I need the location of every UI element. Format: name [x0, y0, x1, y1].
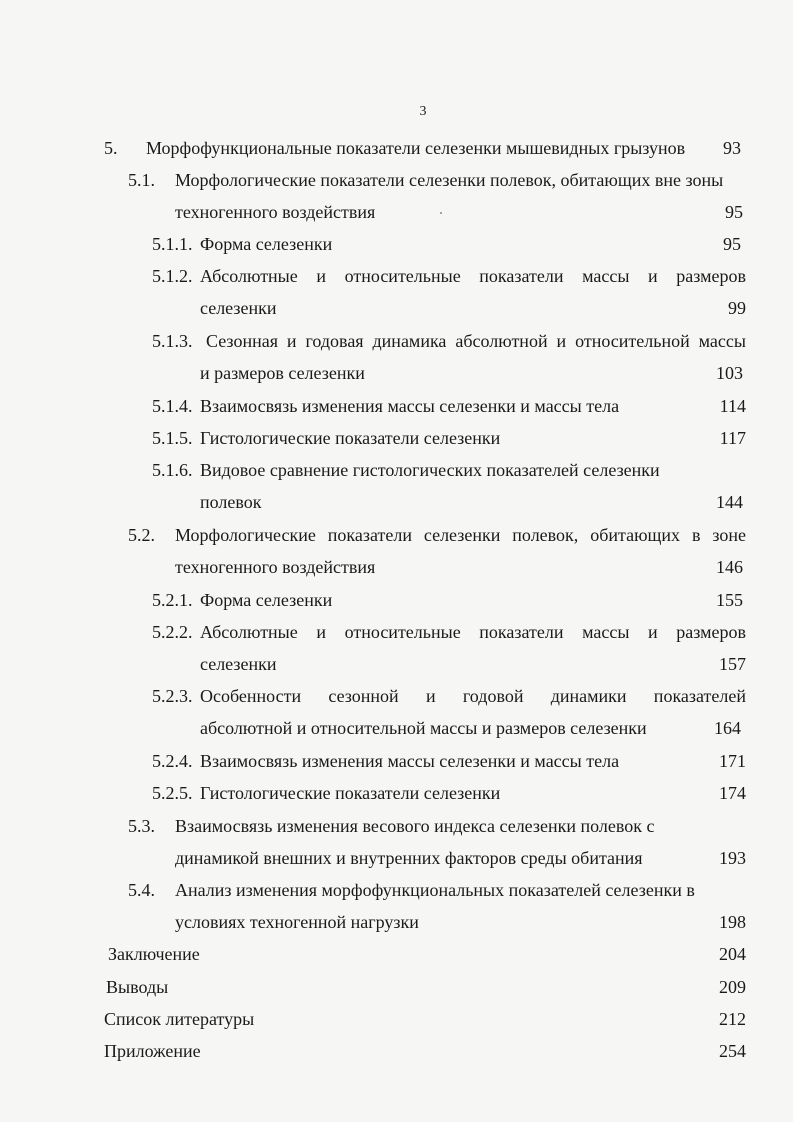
toc-entry-title[interactable]: динамикой внешних и внутренних факторов среды обитания — [175, 848, 643, 868]
toc-entry-page[interactable]: 155 — [716, 590, 743, 610]
toc-entry-page[interactable]: 254 — [719, 1041, 746, 1061]
toc-entry-number: 5.2.5. — [152, 783, 193, 803]
toc-entry-title[interactable]: техногенного воздействия — [175, 557, 376, 577]
page-number: 3 — [419, 104, 427, 119]
toc-entry-title[interactable]: Морфофункциональные показатели селезенки мышевидных грызунов — [146, 138, 686, 158]
toc-entry-page[interactable]: 144 — [716, 492, 743, 512]
toc-entry-title[interactable]: Анализ изменения морфофункциональных показателей селезенки в — [175, 880, 695, 900]
toc-entry-number: 5.1. — [128, 170, 155, 190]
toc-entry-title[interactable]: Морфологические показатели селезенки полевок, обитающих в зоне — [175, 525, 746, 545]
toc-entry-number: 5.2. — [128, 525, 155, 545]
toc-entry-page[interactable]: 193 — [719, 848, 746, 868]
toc-entry-title[interactable]: Выводы — [106, 977, 169, 997]
toc-entry-page[interactable]: 146 — [716, 557, 743, 577]
toc-entry-page[interactable]: 93 — [723, 138, 741, 158]
toc-entry-title[interactable]: Сезонная и годовая динамика абсолютной и относительной массы — [206, 331, 746, 351]
toc-entry-page[interactable]: 99 — [728, 298, 746, 318]
toc-entry-number: 5.1.3. — [152, 331, 193, 351]
toc-entry-number: 5.4. — [128, 880, 155, 900]
toc-entry-title[interactable]: Взаимосвязь изменения весового индекса селезенки полевок с — [175, 816, 655, 836]
toc-entry-page[interactable]: 95 — [725, 202, 743, 222]
toc-entry-title[interactable]: и размеров селезенки — [200, 363, 365, 383]
toc-entry-title[interactable]: Морфологические показатели селезенки полевок, обитающих вне зоны — [175, 170, 724, 190]
toc-entry-number: 5.1.2. — [152, 266, 193, 286]
toc-entry-title[interactable]: техногенного воздействия — [175, 202, 376, 222]
toc-entry-number: 5.1.6. — [152, 460, 193, 480]
toc-entry-page[interactable]: 174 — [719, 783, 746, 803]
toc-entry-page[interactable]: 204 — [719, 944, 746, 964]
toc-entry-number: 5.1.5. — [152, 428, 193, 448]
toc-entry-number: 5.2.1. — [152, 590, 193, 610]
toc-entry-title[interactable]: Гистологические показатели селезенки — [200, 783, 501, 803]
toc-entry-number: 5.1.1. — [152, 234, 193, 254]
toc-entry-page[interactable]: 164 — [714, 718, 741, 738]
toc-entry-number: 5.2.2. — [152, 622, 193, 642]
scan-speck — [440, 212, 442, 214]
toc-entry-title[interactable]: Взаимосвязь изменения массы селезенки и массы тела — [200, 751, 620, 771]
toc-entry-title[interactable]: селезенки — [200, 654, 277, 674]
toc-entry-page[interactable]: 171 — [719, 751, 746, 771]
toc-entry-number: 5.2.3. — [152, 686, 193, 706]
toc-entry-number: 5.1.4. — [152, 396, 193, 416]
toc-entry-page[interactable]: 209 — [719, 977, 746, 997]
toc-entry-page[interactable]: 114 — [719, 396, 746, 416]
toc-entry-title[interactable]: Форма селезенки — [200, 590, 333, 610]
toc-entry-number: 5.3. — [128, 816, 155, 836]
toc-entry-page[interactable]: 103 — [716, 363, 743, 383]
toc-entry-title[interactable]: Гистологические показатели селезенки — [200, 428, 501, 448]
toc-entry-title[interactable]: Форма селезенки — [200, 234, 333, 254]
toc-entry-page[interactable]: 157 — [719, 654, 746, 674]
toc-entry-title[interactable]: Список литературы — [104, 1009, 255, 1029]
toc-entry-page[interactable]: 198 — [719, 912, 746, 932]
toc-entry-title[interactable]: абсолютной и относительной массы и размеров селезенки — [200, 718, 647, 738]
toc-entry-title[interactable]: Взаимосвязь изменения массы селезенки и массы тела — [200, 396, 620, 416]
toc-entry-title[interactable]: Видовое сравнение гистологических показателей селезенки — [200, 460, 660, 480]
toc-entry-title[interactable]: Приложение — [104, 1041, 201, 1061]
toc-entry-title[interactable]: полевок — [200, 492, 262, 512]
toc-entry-title[interactable]: условиях техногенной нагрузки — [175, 912, 419, 932]
toc-entry-title[interactable]: Заключение — [108, 944, 200, 964]
toc-entry-number: 5. — [104, 138, 118, 158]
toc-entry-page[interactable]: 212 — [719, 1009, 746, 1029]
toc-entry-number: 5.2.4. — [152, 751, 193, 771]
toc-entry-title[interactable]: Особенности сезонной и годовой динамики показателей — [200, 686, 746, 706]
toc-entry-title[interactable]: Абсолютные и относительные показатели массы и размеров — [200, 266, 746, 286]
toc-entry-page[interactable]: 117 — [719, 428, 746, 448]
toc-entry-page[interactable]: 95 — [723, 234, 741, 254]
toc-entry-title[interactable]: Абсолютные и относительные показатели массы и размеров — [200, 622, 746, 642]
toc-entry-title[interactable]: селезенки — [200, 298, 277, 318]
